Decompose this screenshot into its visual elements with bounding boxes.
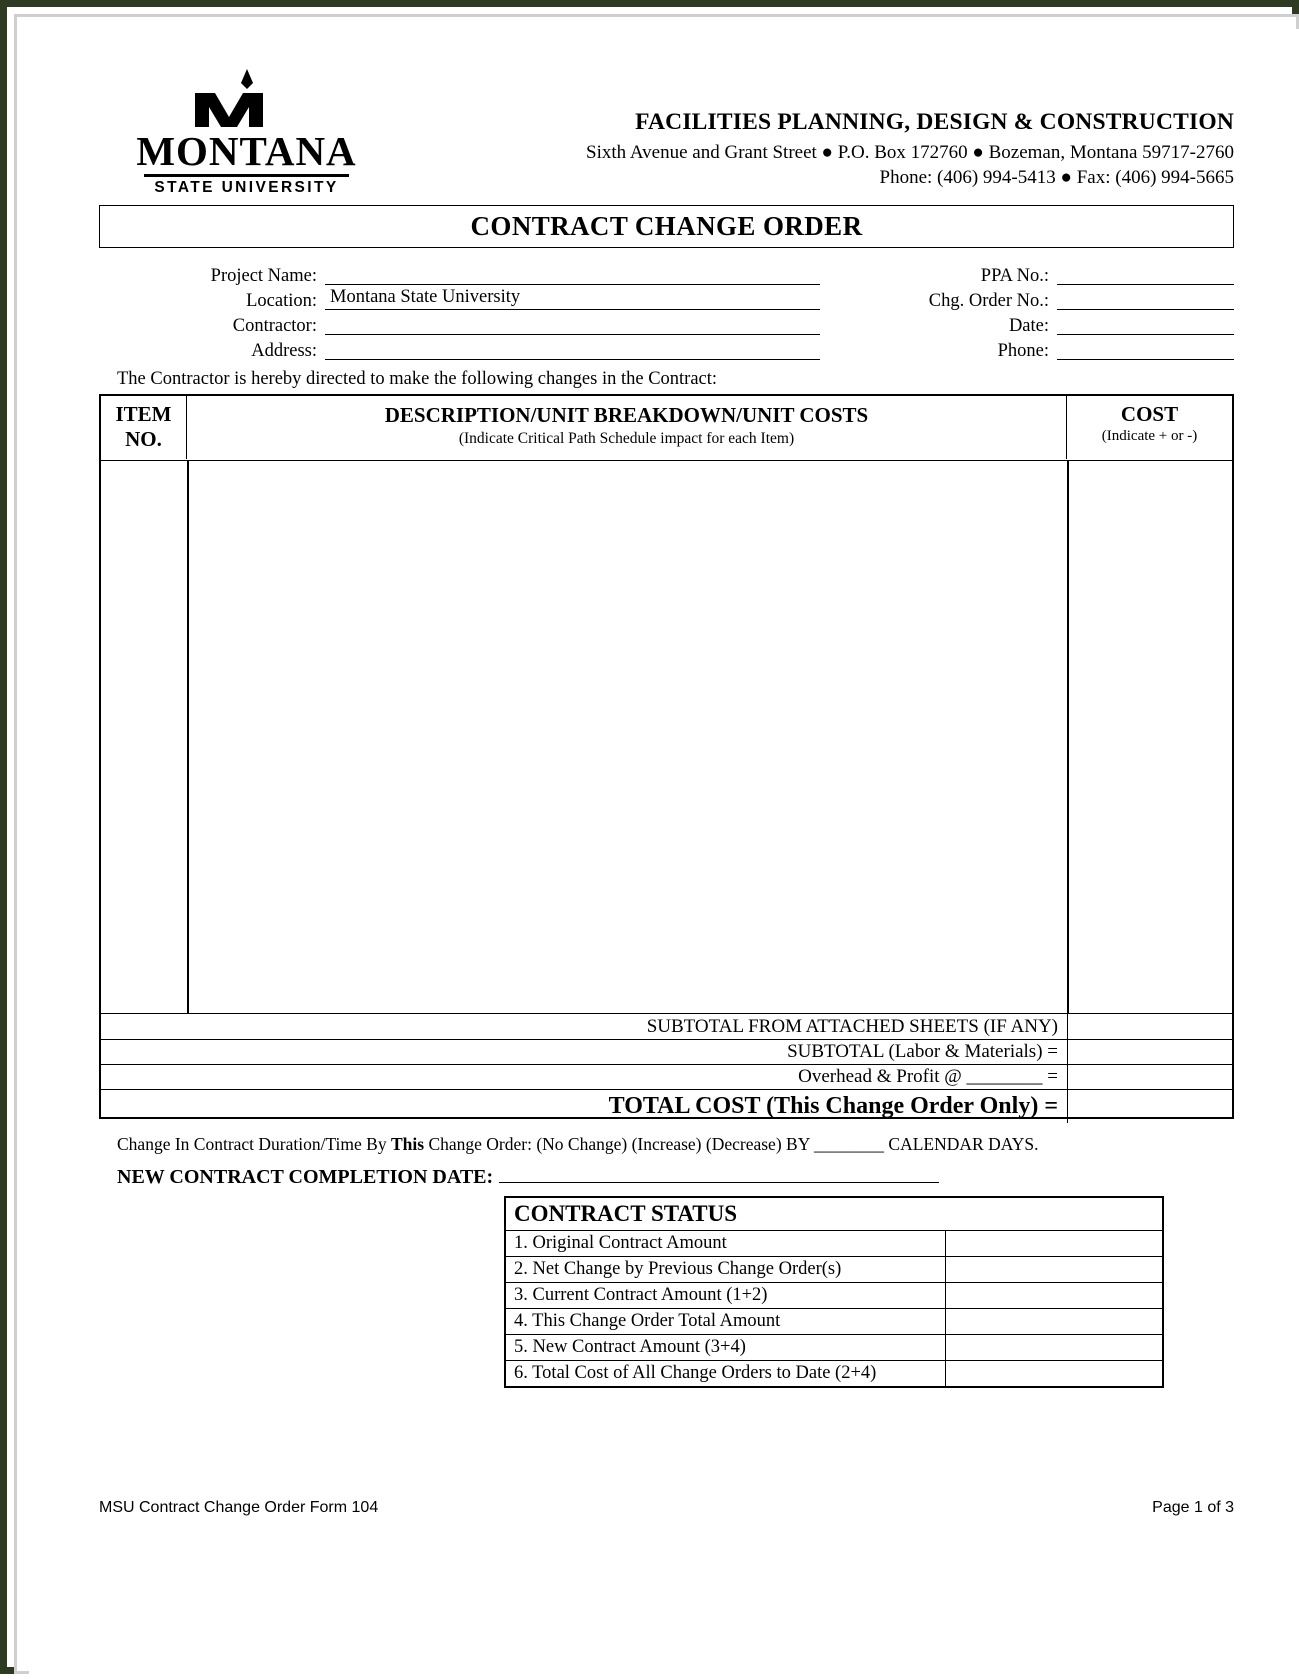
new-completion-date-line bbox=[117, 1165, 1217, 1189]
footer-form-id: MSU Contract Change Order Form 104 bbox=[99, 1499, 379, 1516]
status-label-net-change-previous: 2. Net Change by Previous Change Order(s) bbox=[506, 1257, 946, 1282]
field-chg-order-no[interactable] bbox=[1057, 289, 1234, 310]
directive-text: The Contractor is hereby directed to make the following changes in the Contract: bbox=[117, 369, 718, 389]
contract-status-title: CONTRACT STATUS bbox=[506, 1198, 1162, 1231]
summary-value-subtotal[interactable] bbox=[1067, 1040, 1232, 1064]
department-name: FACILITIES PLANNING, DESIGN & CONSTRUCTION bbox=[635, 109, 1234, 135]
page-title: CONTRACT CHANGE ORDER bbox=[470, 211, 863, 241]
column-header-description-sub: (Indicate Critical Path Schedule impact for each Item) bbox=[458, 430, 795, 447]
summary-value-total-cost[interactable] bbox=[1067, 1090, 1232, 1123]
label-date: Date: bbox=[1008, 316, 1049, 336]
document-sheet bbox=[29, 29, 1299, 1679]
duration-text-bold: This bbox=[390, 1134, 425, 1154]
table-divider-item bbox=[187, 461, 189, 1013]
table-row bbox=[101, 1013, 1232, 1039]
field-phone[interactable] bbox=[1057, 339, 1234, 360]
summary-label-attached-subtotal: SUBTOTAL FROM ATTACHED SHEETS (IF ANY) bbox=[646, 1016, 1058, 1037]
department-phone-fax: Phone: (406) 994-5413 ● Fax: (406) 994-5665 bbox=[879, 167, 1234, 188]
field-contractor[interactable] bbox=[325, 314, 820, 335]
column-header-cost-sub: (Indicate + or -) bbox=[1101, 428, 1198, 444]
label-contractor: Contractor: bbox=[232, 316, 317, 336]
summary-value-attached-subtotal[interactable] bbox=[1067, 1014, 1232, 1039]
logo-subwordmark: STATE UNIVERSITY bbox=[154, 179, 339, 196]
field-date[interactable] bbox=[1057, 314, 1234, 335]
form-title-bar bbox=[99, 205, 1234, 248]
page-border-inner bbox=[14, 14, 1299, 1674]
department-address: Sixth Avenue and Grant Street ● P.O. Box 172760 ● Bozeman, Montana 59717-2760 bbox=[586, 142, 1234, 163]
column-header-cost-main: COST bbox=[1120, 402, 1179, 426]
label-chg-order-no: Chg. Order No.: bbox=[928, 291, 1049, 311]
table-header-row bbox=[101, 396, 1232, 461]
status-label-total-all-change-orders: 6. Total Cost of All Change Orders to Date (2+4) bbox=[506, 1361, 946, 1386]
msu-m-mark-icon bbox=[129, 67, 364, 129]
field-ppa-no[interactable] bbox=[1057, 264, 1234, 285]
field-address[interactable] bbox=[325, 339, 820, 360]
duration-text-a: Change In Contract Duration/Time By bbox=[117, 1134, 391, 1154]
table-entry-area[interactable] bbox=[101, 461, 1232, 1013]
label-phone: Phone: bbox=[997, 341, 1049, 361]
table-row bbox=[101, 1064, 1232, 1089]
column-header-description-main: DESCRIPTION/UNIT BREAKDOWN/UNIT COSTS bbox=[384, 403, 869, 427]
summary-label-subtotal: SUBTOTAL (Labor & Materials) = bbox=[787, 1041, 1058, 1062]
status-label-this-change-order: 4. This Change Order Total Amount bbox=[506, 1309, 946, 1334]
logo-divider bbox=[144, 174, 349, 177]
duration-line bbox=[117, 1134, 1217, 1155]
field-project-name[interactable] bbox=[325, 264, 820, 285]
table-divider-cost bbox=[1067, 461, 1069, 1013]
duration-text-b: Change Order: (No Change) (Increase) (Decrease) BY ________ CALENDAR DAYS. bbox=[424, 1134, 1039, 1154]
project-info-block bbox=[99, 264, 1234, 362]
summary-label-total-cost: TOTAL COST (This Change Order Only) = bbox=[608, 1093, 1058, 1119]
status-value-current-amount[interactable] bbox=[946, 1283, 1162, 1308]
label-ppa-no: PPA No.: bbox=[980, 266, 1049, 286]
label-address: Address: bbox=[251, 341, 317, 361]
new-completion-date-label: NEW CONTRACT COMPLETION DATE: bbox=[117, 1166, 494, 1188]
logo-wordmark: MONTANA bbox=[136, 128, 357, 174]
column-header-item-no bbox=[101, 396, 187, 459]
label-project-name: Project Name: bbox=[210, 266, 317, 286]
table-row bbox=[506, 1283, 1162, 1309]
status-value-new-amount[interactable] bbox=[946, 1335, 1162, 1360]
label-location: Location: bbox=[246, 291, 317, 311]
status-value-total-all-change-orders[interactable] bbox=[946, 1361, 1162, 1386]
column-header-cost bbox=[1067, 396, 1232, 459]
change-items-table bbox=[99, 394, 1234, 1119]
department-address-block bbox=[429, 109, 1234, 190]
new-completion-date-field[interactable] bbox=[499, 1165, 939, 1183]
table-row bbox=[506, 1309, 1162, 1335]
table-row bbox=[506, 1361, 1162, 1386]
document-header bbox=[99, 67, 1234, 202]
status-value-this-change-order[interactable] bbox=[946, 1309, 1162, 1334]
summary-label-overhead-profit: Overhead & Profit @ ________ = bbox=[798, 1066, 1058, 1087]
table-row bbox=[506, 1257, 1162, 1283]
table-summary-rows bbox=[101, 1013, 1232, 1118]
field-location[interactable] bbox=[325, 289, 820, 310]
status-value-net-change-previous[interactable] bbox=[946, 1257, 1162, 1282]
status-label-current-amount: 3. Current Contract Amount (1+2) bbox=[506, 1283, 946, 1308]
table-row bbox=[101, 1039, 1232, 1064]
table-row bbox=[506, 1231, 1162, 1257]
status-value-original-amount[interactable] bbox=[946, 1231, 1162, 1256]
table-row bbox=[101, 1089, 1232, 1123]
table-row bbox=[506, 1335, 1162, 1361]
status-label-original-amount: 1. Original Contract Amount bbox=[506, 1231, 946, 1256]
column-header-description bbox=[187, 396, 1067, 459]
column-header-item-line2: NO. bbox=[125, 427, 162, 451]
status-label-new-amount: 5. New Contract Amount (3+4) bbox=[506, 1335, 946, 1360]
contract-status-table bbox=[504, 1196, 1164, 1388]
contract-duration-block bbox=[117, 1134, 1217, 1189]
column-header-item-line1: ITEM bbox=[115, 402, 172, 426]
value-location: Montana State University bbox=[330, 287, 521, 307]
msu-logo bbox=[129, 67, 364, 202]
footer-page-number: Page 1 of 3 bbox=[1152, 1499, 1234, 1516]
summary-value-overhead-profit[interactable] bbox=[1067, 1065, 1232, 1089]
